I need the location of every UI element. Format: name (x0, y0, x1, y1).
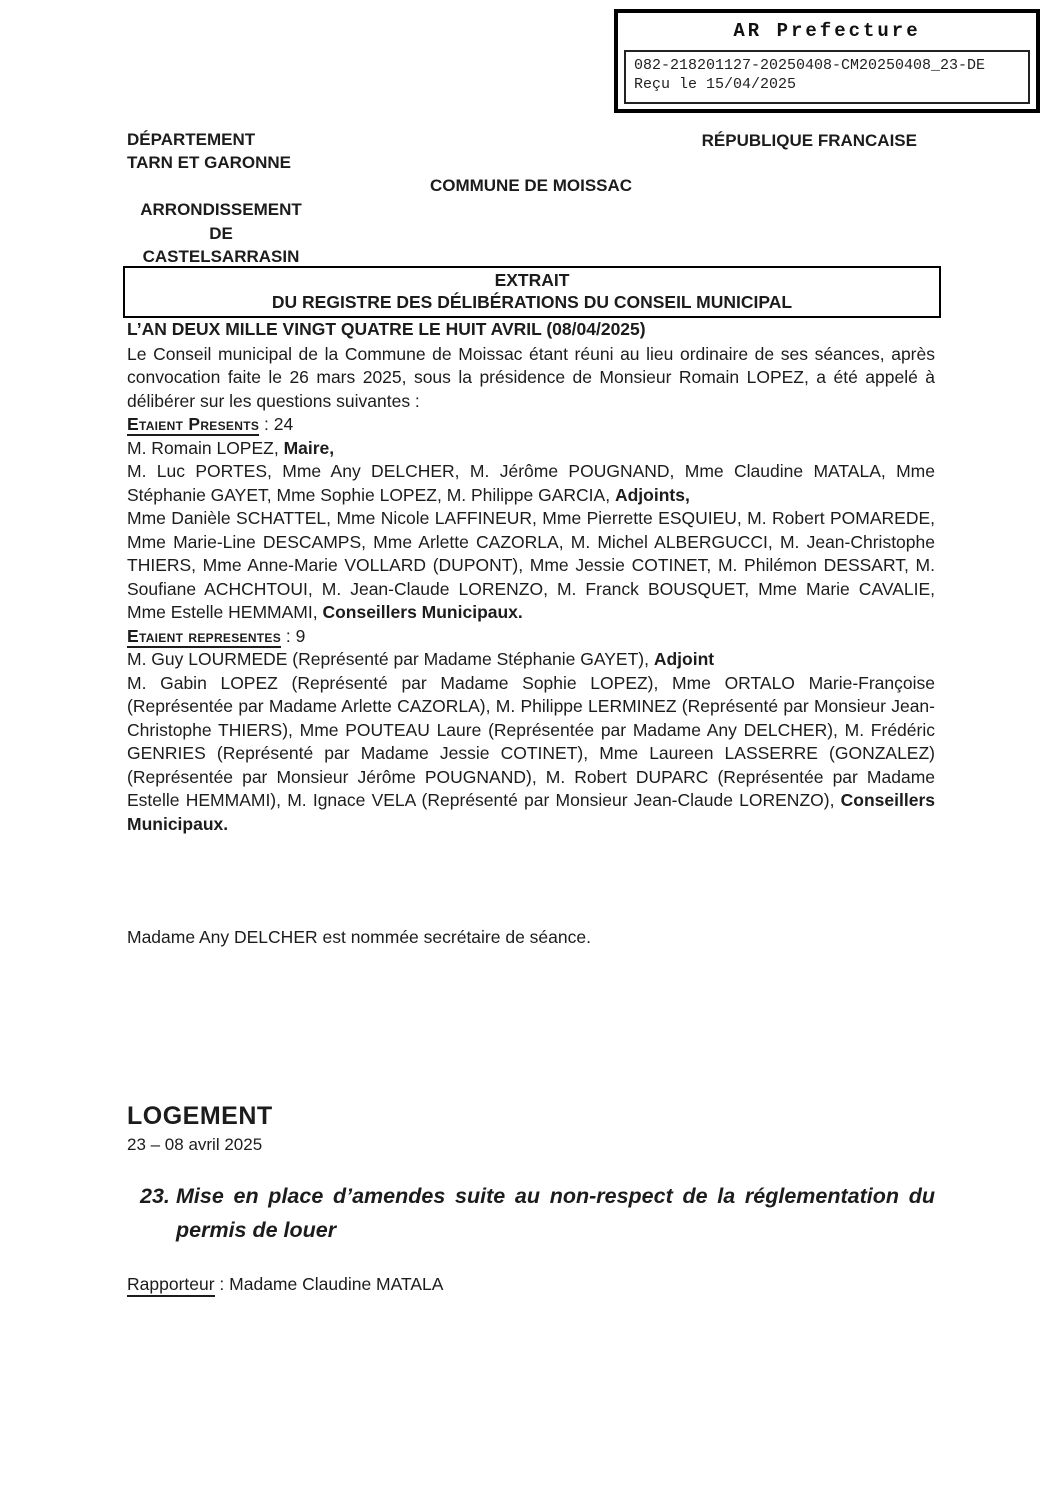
rapporteur-line (127, 1273, 935, 1297)
representes-paragraph (127, 672, 935, 837)
agenda-item (127, 1179, 935, 1247)
lourmede-title: Adjoint (653, 649, 715, 669)
agenda-item-number: 23. (140, 1183, 170, 1208)
commune-title: COMMUNE DE MOISSAC (429, 176, 633, 195)
section-reference: 23 – 08 avril 2025 (127, 1135, 263, 1154)
representes-header (127, 625, 935, 649)
representes-separator: : (281, 625, 296, 646)
maire-title: Maire, (283, 437, 335, 458)
department-block (127, 128, 291, 174)
arrondissement-de: DE (209, 223, 233, 243)
session-date-line: L’AN DEUX MILLE VINGT QUATRE LE HUIT AVRIL (08/04/2025) (127, 319, 646, 339)
representes-title: Conseillers Municipaux. (127, 790, 935, 834)
rapporteur-label: Rapporteur (127, 1274, 215, 1297)
lourmede-line (127, 648, 935, 672)
ar-reference-number: 082-218201127-20250408-CM20250408_23-DE (634, 57, 986, 74)
conseillers-names: Mme Danièle SCHATTEL, Mme Nicole LAFFINEUR, Mme Pierrette ESQUIEU, M. Robert POMAREDE, Mme Marie-Line DESCAMPS, Mme Arlette CAZORLA, M. Michel ALBERGUCCI, M. Jean-Christophe THIERS, Mme Anne-Marie VOLLARD (DUPONT), Mme Jessie COTINET, M. Philémon DESSART, M. Soufiane ACHCHTOUI, M. Jean-Claude LORENZO, M. Franck BOUSQUET, Mme Marie CAVALIE, Mme Estelle HEMMAMI, (127, 508, 935, 622)
section-category-heading: LOGEMENT (127, 1101, 273, 1130)
lourmede-text: M. Guy LOURMEDE (Représenté par Madame Stéphanie GAYET), (127, 649, 654, 669)
arrondissement-block (127, 198, 315, 269)
rapporteur-separator: : (214, 1273, 230, 1294)
extract-title-line1: EXTRAIT (494, 270, 570, 290)
representes-label: Etaient representes (127, 625, 282, 646)
presents-separator: : (259, 414, 274, 434)
conseillers-title: Conseillers Municipaux. (322, 602, 523, 622)
extract-title-box (123, 266, 941, 318)
adjoints-names: M. Luc PORTES, Mme Any DELCHER, M. Jérôme POUGNAND, Mme Claudine MATALA, Mme Stéphanie GAYET, Mme Sophie LOPEZ, M. Philippe GARCIA, (127, 461, 935, 505)
conseillers-paragraph (127, 507, 935, 625)
presents-count: 24 (273, 414, 294, 434)
rapporteur-name: Madame Claudine MATALA (229, 1273, 444, 1294)
ar-prefecture-stamp (614, 9, 1040, 113)
adjoints-title: Adjoints, (614, 484, 690, 505)
republic-title: RÉPUBLIQUE FRANCAISE (701, 131, 917, 150)
maire-line (127, 437, 935, 461)
arrondissement-label: ARRONDISSEMENT (140, 200, 302, 219)
extract-title-line2: DU REGISTRE DES DÉLIBÉRATIONS DU CONSEIL MUNICIPAL (271, 292, 793, 312)
presents-header (127, 413, 935, 437)
agenda-item-title: Mise en place d’amendes suite au non-respect de la réglementation du permis de louer (176, 1183, 935, 1242)
presents-label: Etaient Presents (127, 414, 260, 434)
adjoints-paragraph (127, 460, 935, 507)
ar-received-date: Reçu le 15/04/2025 (634, 76, 797, 93)
ar-prefecture-title: AR Prefecture (733, 20, 921, 42)
maire-line-text: M. Romain LOPEZ, (127, 437, 284, 458)
secretary-line: Madame Any DELCHER est nommée secrétaire de séance. (127, 927, 591, 947)
deliberation-body (127, 318, 935, 1296)
department-name: TARN ET GARONNE (127, 153, 292, 172)
ar-reference-box (624, 50, 1030, 104)
department-label: DÉPARTEMENT (127, 130, 256, 149)
session-intro-paragraph: Le Conseil municipal de la Commune de Moissac étant réuni au lieu ordinaire de ses séances, après convocation faite le 26 mars 2025, sous la présidence de Monsieur Romain LOPEZ, a été appelé à délibérer sur les questions suivantes : (127, 343, 935, 411)
representes-names: M. Gabin LOPEZ (Représenté par Madame Sophie LOPEZ), Mme ORTALO Marie-Françoise (Représentée par Madame Arlette CAZORLA), M. Philippe LERMINEZ (Représenté par Monsieur Jean-Christophe THIERS), Mme POUTEAU Laure (Représentée par Madame Any DELCHER), M. Frédéric GENRIES (Représenté par Madame Jessie COTINET), Mme Laureen LASSERRE (GONZALEZ) (Représentée par Monsieur Jérôme POUGNAND), M. Robert DUPARC (Représentée par Madame Estelle HEMMAMI), M. Ignace VELA (Représenté par Monsieur Jean-Claude LORENZO), (127, 672, 935, 810)
arrondissement-name: CASTELSARRASIN (142, 247, 300, 266)
representes-count: 9 (295, 625, 306, 646)
